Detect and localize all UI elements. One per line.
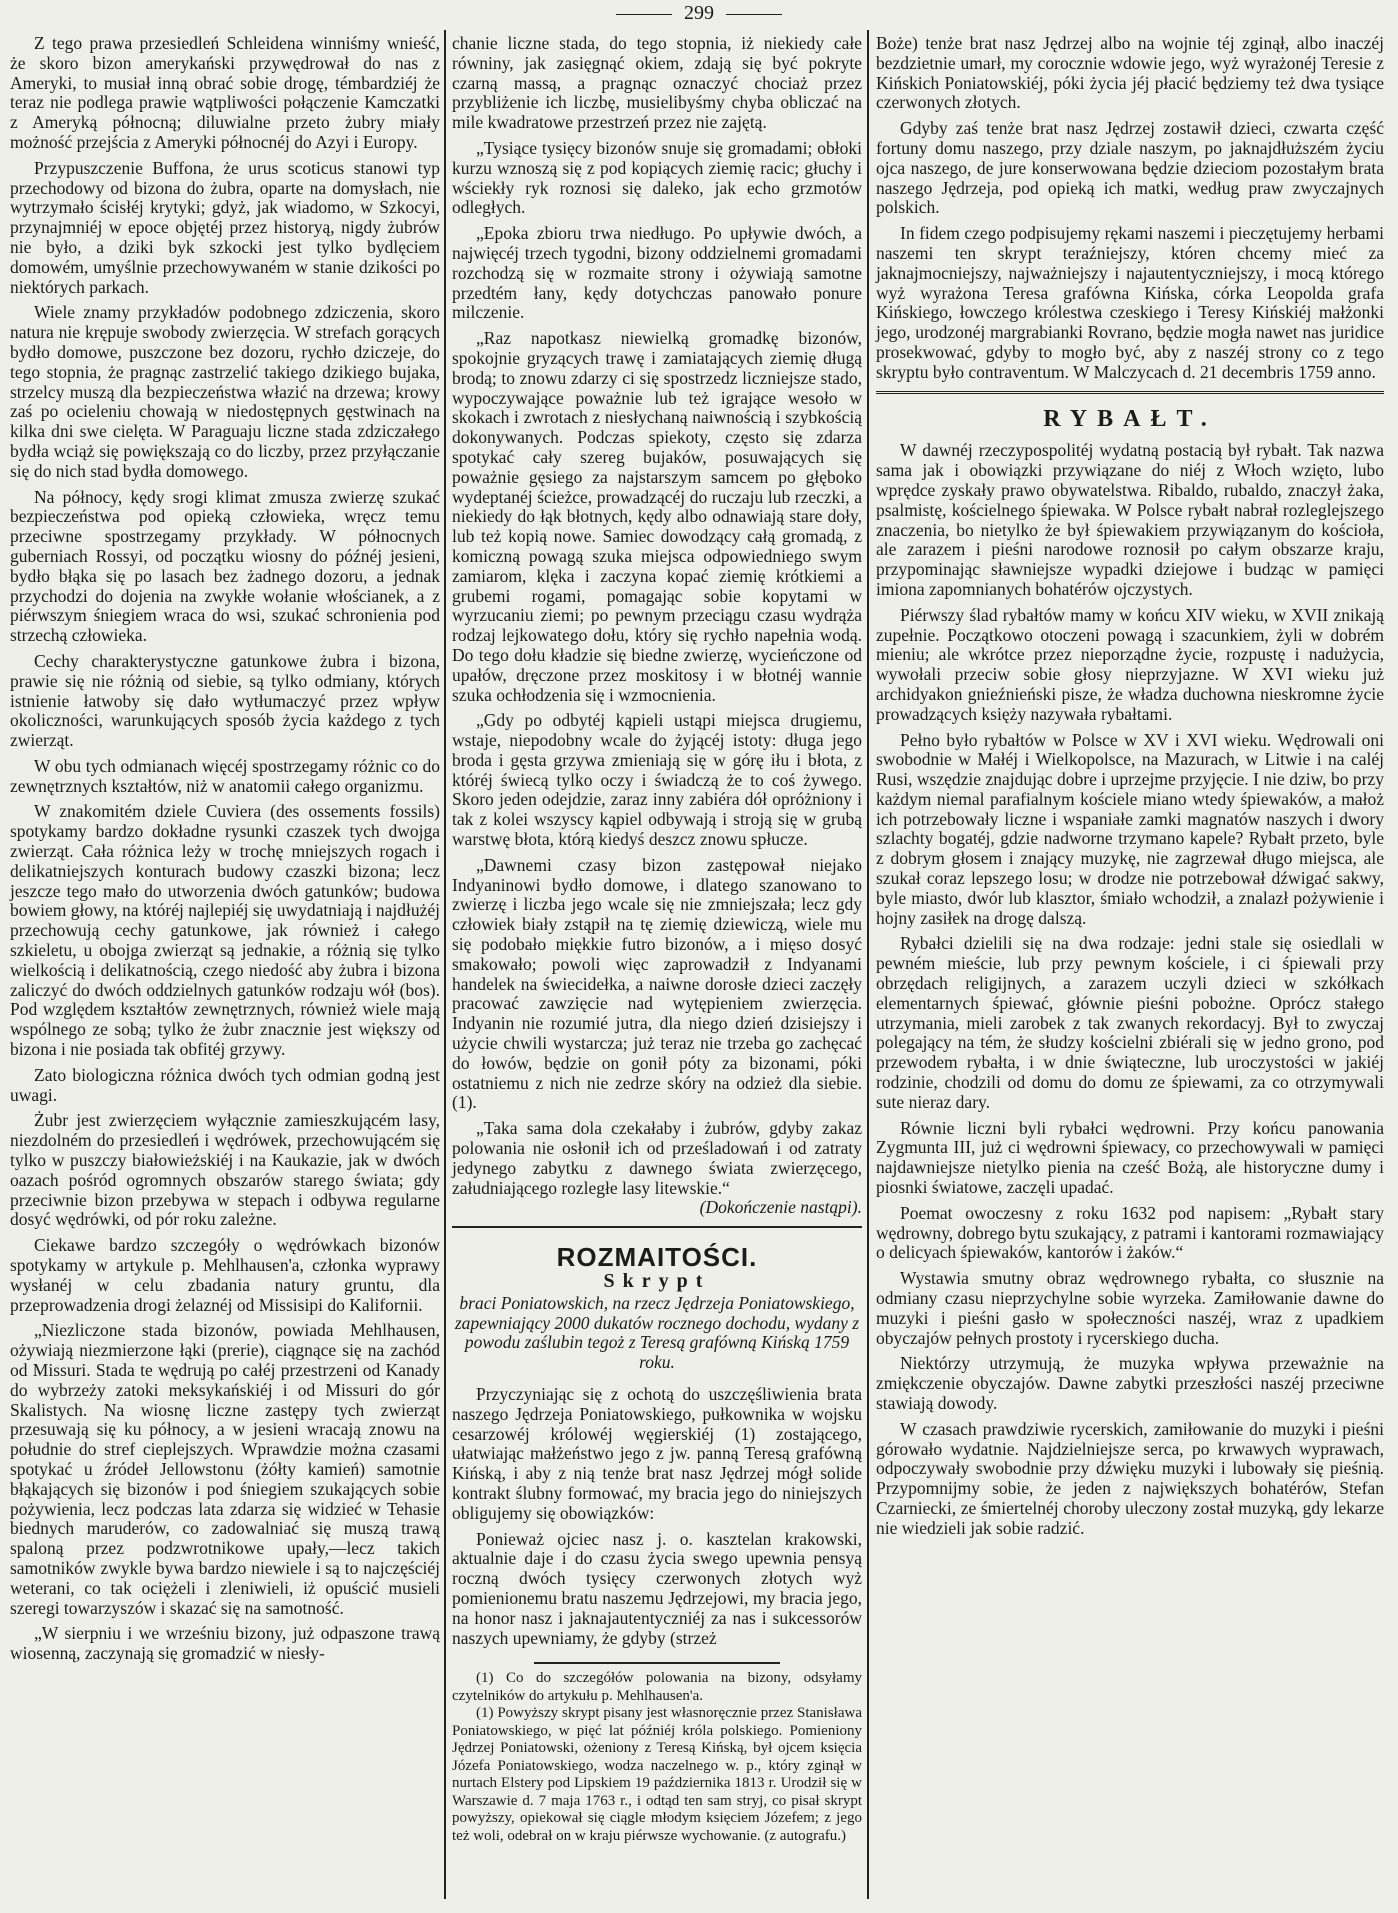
- paragraph: W znakomitém dziele Cuviera (des ossements fossils) spotykamy bardzo dokładne rysunki czaszek tych dwojga zwierząt. Cała różnica leży w trochę mniejszych rogach i delikatniejszych konturach budowy czaszki bizona; lecz jeszcze tego mało do utworzenia dwóch gatunków; budowa bowiem głowy, na któréj najlepiéj się uwydatniają i najdłużéj przechowują cechy gatunkowe, jak również i całego szkieletu, u obojga zwierząt są jednakie, a różnią się tylko wielkością i delikatnością, czego niedość aby żubra i bizona zaliczyć do dwóch oddzielnych gatunków rodzaju wół (bos). Pod względem kształtów zewnętrznych, również wiele mają wspólnego ze sobą; tylko że żubr znacznie jest większy od bizona i nie posiada tak obfitéj grzywy.: [10, 801, 440, 1060]
- column-2: [452, 34, 862, 1845]
- divider: [726, 14, 782, 15]
- paragraph: Zato biologiczna różnica dwóch tych odmian godną jest uwagi.: [10, 1064, 440, 1105]
- divider: [616, 14, 672, 15]
- paragraph: Piérwszy ślad rybałtów mamy w końcu XIV wieku, w XVII znikają zupełnie. Początkowo otoczeni powagą i szacunkiem, żyli w dobrém mieniu; ale wkrótce przez nieporządne życie, rozpustę i nadużycia, wywołali przeciw sobie głosy nieprzyjazne. W XVI wieku już archidyakon gnieźnieński pisze, że władza duchowna nieskromne życie prowadzących księży nazywała rybałtami.: [876, 604, 1384, 724]
- paragraph: Pełno było rybałtów w Polsce w XV i XVI wieku. Wędrowali oni swobodnie w Małéj i Wielkopolsce, na Mazurach, w Litwie i na caléj Rusi, wszędzie znajdując dobre i uprzejme przyjęcie. I nie dziw, bo przy każdym niemal parafialnym kościele miano wtedy śpiewaków, a małoż ich potrzebowały liczne i wspaniałe zamki magnatów naszych i dwory szlachty bogatéj, gdzie nadworne trzymano kapele? Rybałt przeto, byle z dobrym głosem i znający muzykę, nie zagrzewał długo miejsca, ale szukał coraz lepszego losu; w drodze nie potrzebował dźwigać sakwy, byle miasto, dwór lub klasztor, śmiało wchodził, a znalazł pożywienie i hojny zasiłek na drogę dalszą.: [876, 729, 1384, 928]
- divider: [452, 1226, 862, 1228]
- column-3: [876, 34, 1384, 1539]
- column-rule: [444, 30, 446, 1899]
- paragraph: „Gdy po odbytéj kąpieli ustąpi miejsca drugiemu, wstaje, niepodobny wcale do żyjącéj istoty: długa jego broda i gęsta grzywa zmieniają się w górę iłu i błota, z któréj świecą tylko oczy i świadczą że to coś żywego. Skoro jeden odejdzie, zaraz inny zabiéra dół opróżniony i tak z kolei wszyscy kąpiel odbywają i stroją się w grubą warstwę błota, którą kiedyś deszcz znowu spłucze.: [452, 710, 862, 850]
- paragraph: „Taka sama dola czekałaby i żubrów, gdyby zakaz polowania nie osłonił ich od prześladowań i od zatraty jedynego zabytku z dawnego świata zwierzęcego, załudniającego rozległe lasy litewskie.“: [452, 1118, 862, 1198]
- column-rule: [867, 30, 869, 1899]
- paragraph: In fidem czego podpisujemy rękami naszemi i pieczętujemy herbami naszemi ten skrypt teraźniejszy, któren chcemy mieć za jaknajmocniejszy, najważniejszy i najautentyczniejszy, i mocą którego wyż wyrażona Teresa grafówna Kińska, córka Leopolda grafa Kińskiego, łowczego królestwa czeskiego i Teresy Kińskiéj małżonki jego, urodzonéj margrabianki Rovrano, będzie mogła nawet nas juridice prosekwować, gdyby to mogło być, aby z naszéj strony co z tego skryptu było contraventum. W Malczycach d. 21 decembris 1759 anno.: [876, 223, 1384, 382]
- section-title: ROZMAITOŚCI.: [556, 1242, 758, 1273]
- paragraph: Równie liczni byli rybałci wędrowni. Przy końcu panowania Zygmunta III, już ci wędrowni śpiewacy, co przechowywali w pamięci najdawniejsze nietylko pienia na cześć Bożą, ale historyczne dumy i piosnki światowe, zaczęli upadać.: [876, 1117, 1384, 1198]
- paragraph: W dawnéj rzeczypospolitéj wydatną postacią był rybałt. Tak nazwa sama jak i obowiązki przywiązane do niéj z Włoch wzięto, lubo wprędce zyskały prawo obywatelstwa. Ribaldo, rubaldo, znaczył żaka, psalmistę, kościelnego śpiewaka. W Polsce rybałt nabrał rozleglejszego znaczenia, bo nietylko że był śpiewakiem przywiązanym do kościoła, ale zarazem i pieśni narodowe roznosił po całym obszarze kraju, przypominając sławniejsze wypadki dziejowe i budząc w pamięci imiona zapomnianych bohatérów ojczystych.: [876, 440, 1384, 599]
- paragraph: Niektórzy utrzymują, że muzyka wpływa przeważnie na zmiękczenie obyczajów. Dawne zabytki przeszłości naszéj przeciwne stawiają dowody.: [876, 1353, 1384, 1413]
- footnote: (1) Powyższy skrypt pisany jest własnoręcznie przez Stanisława Poniatowskiego, w pięć lat późniéj króla polskiego. Pomieniony Jędrzej Poniatowski, ożeniony z Teresą Kińską, był ojcem księcia Józefa Poniatowskiego, wodza naczelnego w. p., który zginął w nurtach Elstery pod Lipskiem 19 października 1813 r. Urodził się w Warszawie d. 7 maja 1763 r., i odtąd ten sam stryj, co pisał skrypt powyższy, opiekował się ciągle młodym księciem Józefem; z jego też woli, odebrał on w kraju piérwsze wychowanie. (z autografu.): [452, 1705, 862, 1844]
- paragraph: Przyczyniając się z ochotą do uszczęśliwienia brata naszego Jędrzeja Poniatowskiego, pułkownika w wojsku cesarzowéj królowéj węgierskiéj (1) zostającego, ułatwiając małżeństwo jego z jw. panną Teresą grafówną Kińską, i aby z nią tenże brat nasz Jędrzej mógł solide kontrakt ślubny formować, my bracia jego do niniejszych obligujemy się obowiązków:: [452, 1384, 862, 1523]
- article-subtitle: braci Poniatowskich, na rzecz Jędrzeja Poniatowskiego, zapewniający 2000 dukatów rocznego dochodu, wydany z powodu zaślubin tegoż z Teresą grafówną Kińską 1759 roku.: [454, 1292, 860, 1373]
- paragraph: W czasach prawdziwie rycerskich, zamiłowanie do muzyki i pieśni górowało wydatnie. Najdzielniejsze serca, po krwawych wyprawach, odpoczywały swobodnie przy dźwięku muzyki i lubowały się pieśnią. Przypomnijmy sobie, że jeden z największych bohatérów, Stefan Czarniecki, ze śmiertelnéj choroby uleczony został muzyką, gdy lekarze nie wiedzieli jak sobie radzić.: [876, 1418, 1384, 1538]
- article-title-rybalt: RYBAŁT.: [1043, 405, 1217, 432]
- paragraph: chanie liczne stada, do tego stopnia, iż niekiedy całe równiny, jak zasięgnąć okiem, zdają się być pokryte czarną massą, a pragnąc oznaczyć chociaż przez przybliżenie ich liczbę, musielibyśmy chyba obliczać na mile kwadratowe przestrzeń przez nie zajętą.: [452, 33, 862, 133]
- divider: [876, 391, 1384, 396]
- paragraph: „Epoka zbioru trwa niedługo. Po upływie dwóch, a najwięcéj trzech tygodni, bizony oddzielnemi gromadami rozchodzą się w rozmaite strony i ożywiają samotne przedtém łany, kędy dotychczas panowało ponure milczenie.: [452, 223, 862, 323]
- paragraph: Żubr jest zwierzęciem wyłącznie zamieszkującém lasy, niezdolném do przesiedleń i wędrówek, przechowującém się tylko w puszczy białowieżskiéj i na Kaukazie, jak w dwóch oazach pośród ogromnych obszarów starego świata; gdy przeciwnie bizon przebywa w stepach i odbywa regularne dosyć wędrówki, od pór roku zależne.: [10, 1110, 440, 1230]
- paragraph: Z tego prawa przesiedleń Schleidena winniśmy wnieść, że skoro bizon amerykański przywędrował do nas z Ameryki, to musiał inną obrać sobie drogę, témbardziéj że teraz nie podlega prawie wątpliwości połączenie Kamczatki z Ameryką północną; diluwialne przeto żubry miały możność przejścia z Ameryki północnéj do Azyi i Europy.: [10, 33, 440, 152]
- paragraph: Gdyby zaś tenże brat nasz Jędrzej zostawił dzieci, czwarta część fortuny domu naszego, przy dziale naszym, po jaknajdłuższém życiu ojca naszego, de jure konserwowana będzie dzieciom pozostałym brata naszego Jędrzeja, pod opieką ich matki, według praw zwyczajnych polskich.: [876, 118, 1384, 218]
- paragraph: „Raz napotkasz niewielką gromadkę bizonów, spokojnie gryzących trawę i zamiatających ziemię długą brodą; to znowu zdarzy ci się spostrzedz liczniejsze stado, wypoczywające poważnie lub też igrające wesoło w skokach i zwrotach z niesłychaną naiwnością i szybkością dokonywanych. Podczas spiekoty, często się zdarza spotykać cały szereg bujaków, posuwających się poważnie gęsiego za najstarszym samcem po głęboko wydeptanéj ścieżce, prowadzącéj do ruczaju lub rzeczki, a niekiedy do łąk błotnych, kędy albo odnawiają stare doły, lub też kopią nowe. Samiec dowodzący całą gromadą, z komiczną powagą szuka miejsca odpowiedniego swym zamiarom, klęka i zaczyna kopać ziemię krótkiemi a grubemi rogami, pomagając sobie kopytami w wyrzucaniu ziemi; po pewnym przeciągu czasu wydrąża rodzaj lejkowatego dołu, który się rychło napełnia wodą. Do tego dołu kładzie się biedne zwierzę, wycieńczone od upałów, dręczone przez moskitosy i w błotnéj wannie szuka ochłodzenia się i wzmocnienia.: [452, 328, 862, 705]
- paragraph: W obu tych odmianach więcéj spostrzegamy różnic co do zewnętrznych kształtów, niż w anatomii całego organizmu.: [10, 755, 440, 796]
- footnote: (1) Co do szczegółów polowania na bizony, odsyłamy czytelników do artykułu p. Mehlhausen'a.: [452, 1670, 862, 1704]
- column-1-bison-article: [10, 34, 440, 1664]
- paragraph: Na północy, kędy srogi klimat zmusza zwierzę szukać bezpieczeństwa pod opieką człowieka, wręcz temu przeciwne spostrzegamy przykłady. W północnych guberniach Rossyi, od początku wiosny do późnéj jesieni, bydło błąka się po lasach bez żadnego dozoru, a jednak przychodzi do dojenia na zwykłe wołanie włościanek, a z piérwszym śniegiem wraca do wsi, szukać schronienia pod strzechą człowieka.: [10, 486, 440, 646]
- paragraph: „W sierpniu i we wrześniu bizony, już odpaszone trawą wiosenną, zaczynają się gromadzić w niesły-: [10, 1623, 440, 1664]
- paragraph: „Dawnemi czasy bizon zastępował niejako Indyaninowi bydło domowe, i dlatego szanowano to zwierzę i liczba jego wcale się nie zmniejszała; lecz gdy człowiek biały zstąpił na tę ziemię dziewiczą, wiele mu się podobało miękkie futro bizonów, a i mięso dosyć smakowało; powoli więc zaprowadził z Indyanami handelek na świecidełka, a naiwne dorosłe dzieci zaczęły pracować zawzięcie nad wytępieniem zwierzęcia. Indyanin nie rozumié jutra, dla niego dzień dzisiejszy i użycie chwili wystarcza; już teraz nie trzeba go zachęcać do łowów, będzie on gonił póty za bizonami, póki ostatniemu z nich nie zedrze skóry na odzież dla siebie. (1).: [452, 854, 862, 1113]
- paragraph: Wystawia smutny obraz wędrownego rybałta, co słusznie na odmiany czasu nieprzychylne sobie wyrzeka. Zamiłowanie dawne do muzyki i pieśni gasło w społeczności naszéj, wraz z upadkiem obyczajów pełnych prostoty i rycerskiego ducha.: [876, 1268, 1384, 1348]
- paragraph: Cechy charakterystyczne gatunkowe żubra i bizona, prawie się nie różnią od siebie, są tylko odmiany, których istnienie łatwoby się dało wytłumaczyć przez wpływ okoliczności, warunkujących sposób życia każdego z tych zwierząt.: [10, 650, 440, 751]
- paragraph: Ciekawe bardzo szczegóły o wędrówkach bizonów spotykamy w artykule p. Mehlhausen'a, członka wyprawy wysłanéj w celu zbadania natury gruntu, dla przeprowadzenia drogi żelaznéj od Missisipi do Kalifornii.: [10, 1235, 440, 1315]
- paragraph: „Niezliczone stada bizonów, powiada Mehlhausen, ożywiają niezmierzone łąki (prerie), ciągnące się na zachód od Missuri. Stada te wędrują po całéj przestrzeni od Kanady do wybrzeży zatoki meksykańskiéj i od Missuri do gór Skalistych. Na wiosnę liczne zastępy tych zwierząt przesuwają się ku północy, a w jesieni wracają znowu na południe do stref cieplejszych. Wprawdzie można czasami spotykać u źródeł Jellowstonu (żółty kamień) samotnie błąkających się bizonów i pod śniegiem szukających sobie pożywienia, lecz podczas lata zdarza się widzieć w Tehasie biednych maruderów, co zadowalniać się muszą trawą spaloną przez podzwrotnikowe upały,—lecz takich samotników zwykle bywa bardzo niewiele i są to najczęściéj weterani, co tak ociężeli i zleniwieli, iż opuścić musieli szeregi towarzyszów i skazać się na samotność.: [10, 1320, 440, 1618]
- paragraph: „Tysiące tysięcy bizonów snuje się gromadami; obłoki kurzu wznoszą się z pod kopiących ziemię racic; głuchy i wściekły ryk roznosi się daleko, jak echo grzmotów odległych.: [452, 137, 862, 218]
- paragraph: Rybałci dzielili się na dwa rodzaje: jedni stale się osiedlali w pewném mieście, lub przy pewnym kościele, i ci śpiewali przy obrzędach religijnych, a zarazem uczyli dzieci w szkółkach elementarnych śpiewać, głównie pieśni pobożne. Oprócz stałego utrzymania, mieli zarobek z tak zwanych rekordacyj. Był to zwyczaj polegający na tém, że słudzy kościelni zbiérali się w jedno grono, pod przewodem rybałta, i w dnie świąteczne, lub uroczystości w jakiéj rodzinie, chodzili od domu do domu ze śpiewami, za co otrzymywali sute nieraz dary.: [876, 933, 1384, 1112]
- footnote-divider: [534, 1662, 780, 1664]
- paragraph: Ponieważ ojciec nasz j. o. kasztelan krakowski, aktualnie daje i do czasu życia swego upewnia pensyą roczną dwóch tysięcy czerwonych złotych wyż pomienionemu bratu naszemu Jędrzejowi, my bracia jego, na honor nasz i jaknajautentyczniéj za nas i sukcessorów naszych upewniamy, że gdyby (strzeż: [452, 1528, 862, 1648]
- continuation-note: (Dokończenie nastąpi).: [699, 1197, 862, 1218]
- paragraph: Przypuszczenie Buffona, że urus scoticus stanowi typ przechodowy od bizona do żubra, oparte na domysłach, nie wytrzymało ścisłéj krytyki; gdyż, jak wiadomo, w Szkocyi, przynajmniéj w epoce objętéj przez historyą, nigdy żubrów nie było, a dziki byk szkocki jest tylko bydlęciem domowém, umyślnie przechowywaném w stanie dzikości po niektórych parkach.: [10, 157, 440, 297]
- article-title: Skrypt: [603, 1270, 711, 1293]
- page-number-header: [0, 0, 1398, 26]
- paragraph: Poemat owoczesny z roku 1632 pod napisem: „Rybałt stary wędrowny, dobrego bytu szukający, z patrami i kantorami rozmawiający o delicyach śpiewaków, kantorów i żaków.“: [876, 1202, 1384, 1263]
- page-number: 299: [684, 2, 714, 24]
- paragraph: Wiele znamy przykładów podobnego zdziczenia, skoro natura nie krępuje swobody zwierzęcia. W strefach gorących bydło domowe, puszczone bez dozoru, rychło dziczeje, do tego stopnia, że pragnąc zastrzelić takiego dzikiego bujaka, strzelcy muszą dla bezpieczeństwa włazić na drzewa; krowy zaś po ocieleniu chowają w niedostępnych gęstwinach na kilka dni swe cielęta. W Paraguaju liczne stada zdziczałego bydła wciąż się powiększają co do liczby, przez przyłączanie się do nich stad bydła domowego.: [10, 302, 440, 481]
- paragraph: Boże) tenże brat nasz Jędrzej albo na wojnie téj zginął, albo inaczéj bezdzietnie umarł, my corocznie wdowie jego, wyż wyrażonéj Teresie z Kińskich Poniatowskiéj, póki życia jéj płacić będziemy też dwa tysiące czerwonych złotych.: [876, 33, 1384, 113]
